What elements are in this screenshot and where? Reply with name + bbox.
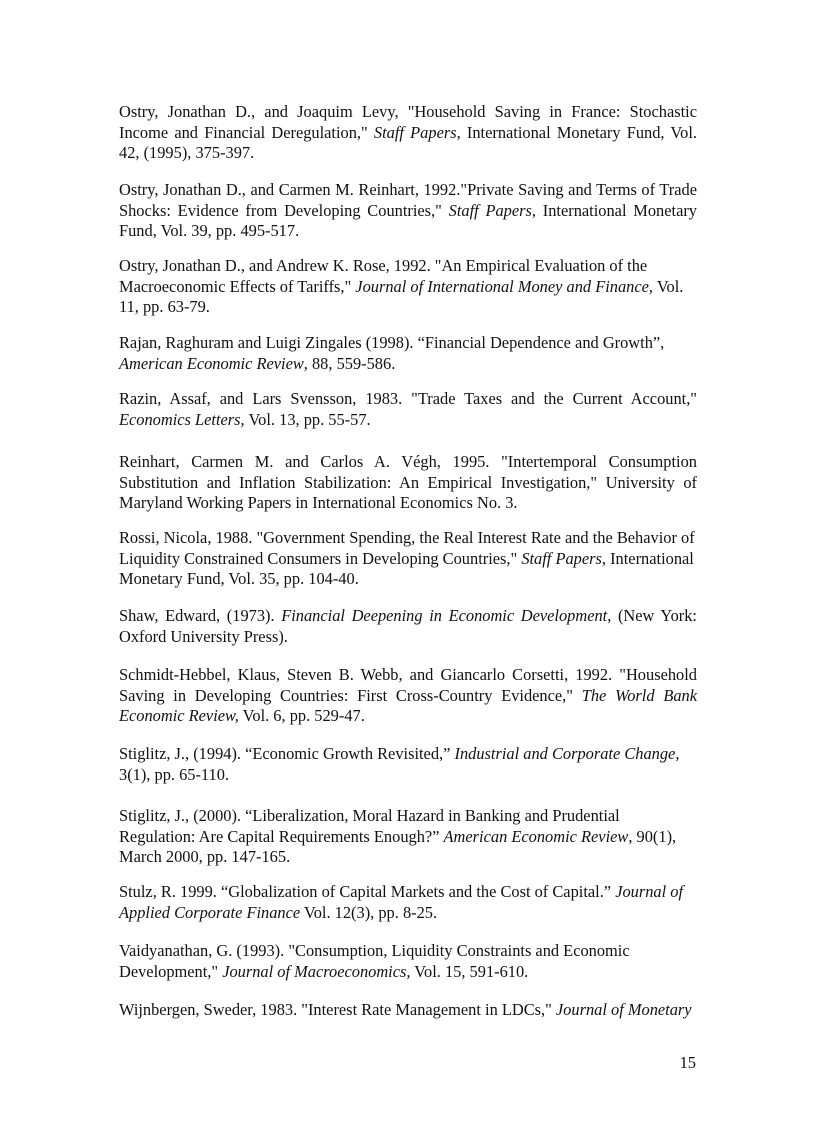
reference-journal: The World Bank Economic Review, [119, 685, 697, 725]
reference-entry [119, 256, 697, 318]
reference-entry [119, 941, 697, 982]
reference-text: Vaidyanathan, G. (1993). "Consumption, Liquidity Constraints and Economic Development," [119, 941, 630, 981]
reference-text: Rajan, Raghuram and Luigi Zingales (1998). “Financial Dependence and Growth”, [119, 333, 665, 352]
reference-journal: Journal of Applied Corporate Finance [119, 882, 684, 922]
reference-journal: Staff Papers [521, 548, 602, 568]
reference-details: , International Monetary Fund, Vol. 35, pp. 104-40. [119, 548, 694, 588]
reference-entry [119, 1000, 697, 1021]
reference-details: Vol. 13, pp. 55-57. [244, 409, 371, 429]
reference-details: Vol. 12(3), pp. 8-25. [300, 902, 438, 922]
reference-text: Shaw, Edward, (1973). [119, 606, 282, 625]
reference-journal: Journal of Macroeconomics, [222, 961, 411, 981]
reference-journal: Staff Papers [373, 122, 457, 142]
reference-entry [119, 528, 697, 590]
reference-details: , (New York: Oxford University Press). [119, 606, 697, 646]
reference-entry [119, 606, 697, 647]
reference-details: Vol. 15, 591-610. [410, 961, 529, 981]
reference-entry [119, 333, 697, 374]
reference-journal: Staff Papers [448, 200, 532, 220]
reference-text: Stulz, R. 1999. “Globalization of Capital Markets and the Cost of Capital.” [119, 882, 616, 901]
reference-text: Ostry, Jonathan D., and Joaquim Levy, "Household Saving in France: Stochastic Income and Financial Deregulation," [119, 102, 697, 142]
reference-details: , International Monetary Fund, Vol. 42, (1995), 375-397. [119, 122, 697, 162]
page-number: 15 [679, 1053, 696, 1072]
reference-journal: Journal of International Money and Finance, [355, 276, 654, 296]
reference-entry [119, 389, 697, 430]
reference-text: Ostry, Jonathan D., and Carmen M. Reinhart, 1992."Private Saving and Terms of Trade Shocks: Evidence from Developing Countries," [119, 180, 697, 220]
reference-text: Stiglitz, J., (2000). “Liberalization, Moral Hazard in Banking and Prudential Regulation: Are Capital Requirements Enough?” [119, 806, 620, 846]
reference-details: , 90(1), March 2000, pp. 147-165. [119, 826, 677, 866]
reference-journal: Financial Deepening in Economic Development [281, 606, 608, 625]
reference-text: Stiglitz, J., (1994). “Economic Growth Revisited,” [119, 744, 455, 763]
reference-details: Vol. 11, pp. 63-79. [119, 276, 684, 316]
reference-entry [119, 180, 697, 242]
reference-text: Reinhart, Carmen M. and Carlos A. Végh, 1995. "Intertemporal Consumption Substitution and Inflation Stabilization: An Empirical Investigation," University of Maryland Working Papers in International Economics No. 3. [119, 452, 697, 512]
reference-entry [119, 882, 697, 923]
reference-entry [119, 806, 697, 868]
reference-text: Wijnbergen, Sweder, 1983. "Interest Rate Management in LDCs," [119, 1000, 556, 1019]
reference-entry [119, 452, 697, 514]
reference-details: , International Monetary Fund, Vol. 39, pp. 495-517. [119, 200, 697, 240]
reference-text: Ostry, Jonathan D., and Andrew K. Rose, 1992. "An Empirical Evaluation of the Macroeconomic Effects of Tariffs," [119, 256, 648, 296]
reference-journal: American Economic Review [443, 826, 629, 846]
reference-journal: Journal of Monetary [555, 1000, 692, 1019]
reference-details: Vol. 6, pp. 529-47. [238, 706, 365, 725]
reference-entry [119, 665, 697, 727]
reference-journal: Economics Letters, [119, 409, 245, 429]
reference-details: 3(1), pp. 65-110. [119, 764, 230, 784]
reference-details: , 88, 559-586. [303, 353, 396, 373]
reference-journal: Industrial and Corporate Change, [454, 744, 680, 763]
reference-text: Schmidt-Hebbel, Klaus, Steven B. Webb, and Giancarlo Corsetti, 1992. "Household Saving in Developing Countries: First Cross-Country Evidence," [119, 665, 697, 705]
reference-journal: American Economic Review [119, 353, 304, 373]
reference-text: Rossi, Nicola, 1988. "Government Spending, the Real Interest Rate and the Behavior of Liquidity Constrained Consumers in Developing Countries," [119, 528, 695, 568]
reference-entry [119, 744, 697, 785]
reference-entry [119, 102, 697, 164]
reference-text: Razin, Assaf, and Lars Svensson, 1983. "Trade Taxes and the Current Account," [119, 389, 697, 408]
